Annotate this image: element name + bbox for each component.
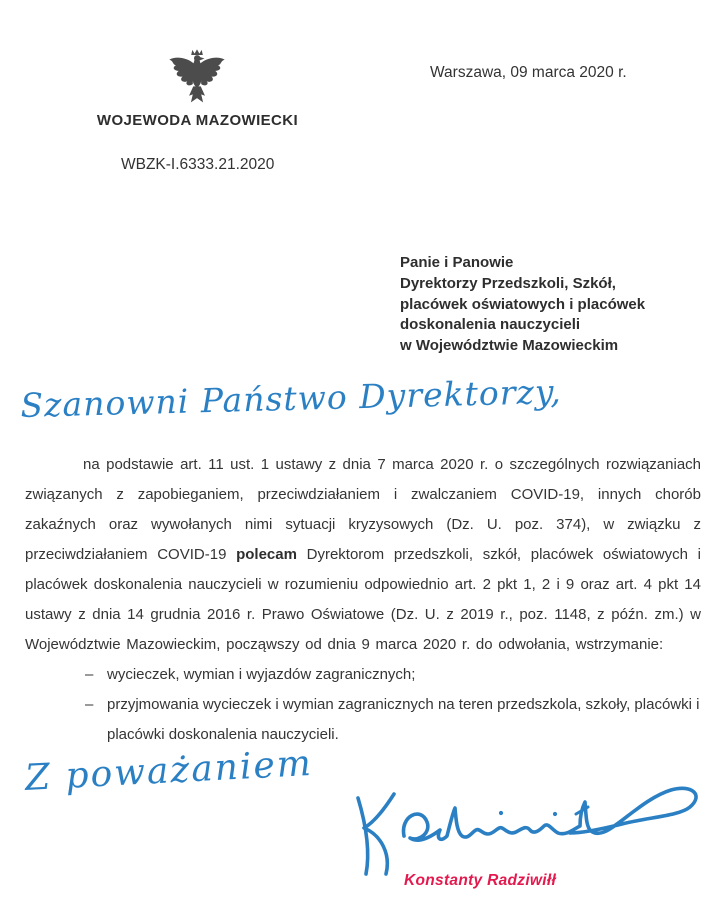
bullet-dash: –: [85, 666, 94, 683]
body-bold-word: polecam: [236, 546, 297, 563]
list-item: [25, 690, 701, 750]
recipient-line: placówek oświatowych i placówek: [400, 295, 646, 313]
handwritten-closing: Z poważaniem: [24, 742, 314, 799]
polish-eagle-icon: [167, 45, 227, 109]
bullet-text: wycieczek, wymian i wyjazdów zagranicznych;: [107, 666, 416, 683]
signatory-name: Konstanty Radziwiłł: [404, 872, 557, 889]
list-item: [25, 660, 701, 690]
recipient-line: Dyrektorzy Przedszkoli, Szkół,: [400, 274, 616, 292]
body-paragraph: [25, 450, 701, 660]
place-and-date: Warszawa, 09 marca 2020 r.: [430, 64, 627, 81]
bullet-list: [25, 660, 701, 750]
bullet-dash: –: [85, 696, 94, 713]
reference-number: WBZK-I.6333.21.2020: [121, 156, 275, 173]
handwritten-greeting: Szanowni Państwo Dyrektorzy,: [20, 371, 563, 425]
handwritten-signature: [340, 772, 718, 888]
recipient-block: [400, 253, 645, 357]
body-paragraph-text: na podstawie art. 11 ust. 1 ustawy z dnia 7 marca 2020 r. o szczególnych rozwiązaniach związanych z zapobieganiem, przeciwdziałaniem i zwalczaniem COVID-19, innych chorób zakaźnych oraz wywołanych nimi sytuacji kryzysowych (Dz. U. poz. 374), w związku z przeciwdziałaniem COVID-19: [25, 456, 701, 563]
recipient-line: w Województwie Mazowieckim: [400, 337, 619, 355]
sender-office-title: WOJEWODA MAZOWIECKI: [96, 112, 299, 129]
recipient-line: Panie i Panowie: [400, 254, 514, 271]
recipient-line: doskonalenia nauczycieli: [400, 316, 581, 334]
bullet-text: przyjmowania wycieczek i wymian zagranicznych na teren przedszkola, szkoły, placówki i placówki doskonalenia nauczycieli.: [107, 696, 700, 743]
body-paragraph-text: Dyrektorom przedszkoli, szkół, placówek oświatowych i placówek doskonalenia nauczycieli w rozumieniu odpowiednio art. 2 pkt 1, 2 i 9 oraz art. 4 pkt 14 ustawy z dnia 14 grudnia 2016 r. Prawo Oświatowe (Dz. U. z 2019 r., poz. 1148, z późn. zm.) w Województwie Mazowieckim, począwszy od dnia 9 marca 2020 r. do odwołania, wstrzymanie:: [25, 546, 701, 653]
letter-body: [25, 450, 701, 750]
